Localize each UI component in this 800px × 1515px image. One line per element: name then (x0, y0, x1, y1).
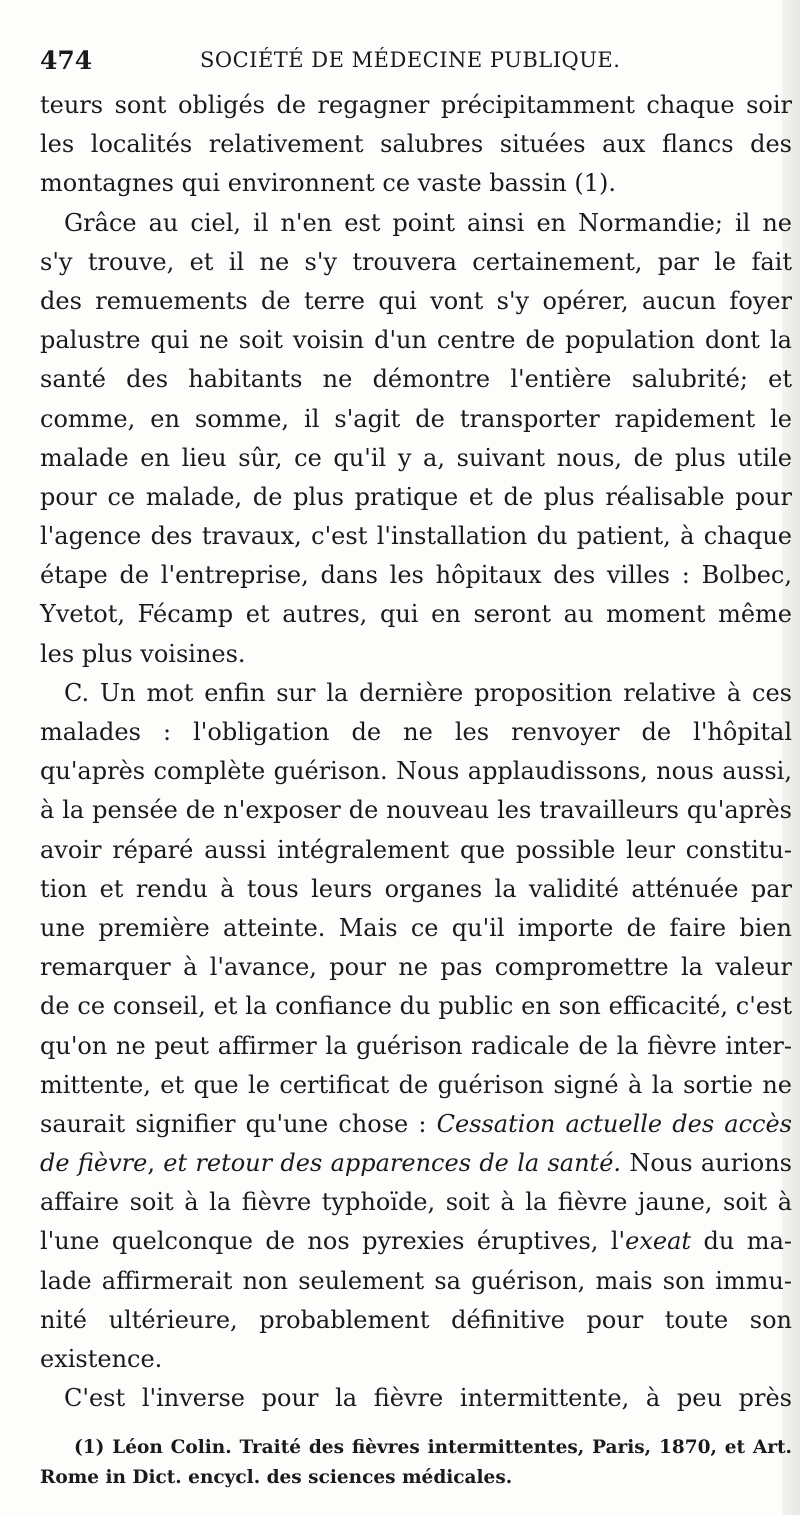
footnote-line: (1) Léon Colin. Traité des fièvres intermittentes, Paris, 1870, et Art. (74, 1437, 792, 1458)
text-line: montagnes qui environnent ce vaste bassin (1). (40, 169, 616, 198)
italic-run: Cessation actuelle des accès (436, 1109, 792, 1138)
text-line (40, 1222, 792, 1261)
text-line: affaire soit à la fièvre typhoïde, soit à la fièvre jaune, soit à (40, 1188, 792, 1217)
text-run: , (147, 1149, 164, 1178)
text-line (40, 1105, 792, 1144)
text-run: du ma- (691, 1227, 792, 1256)
text-line: s'y trouve, et il ne s'y trouvera certainement, par le fait (40, 247, 792, 276)
text-run: Nous aurions (621, 1149, 792, 1178)
text-line: tion et rendu à tous leurs organes la validité atténuée par (40, 874, 792, 903)
text-line: nité ultérieure, probablement définitive pour toute son (40, 1305, 792, 1334)
text-line: santé des habitants ne démontre l'entière salubrité; et (40, 365, 792, 394)
text-line: les localités relativement salubres situées aux flancs des (40, 130, 792, 159)
text-line: teurs sont obligés de regagner précipitamment chaque soir (40, 91, 792, 119)
page-header (40, 46, 780, 76)
text-line: existence. (40, 1345, 163, 1373)
text-line: comme, en somme, il s'agit de transporter rapidement le (40, 404, 792, 433)
text-line: des remuements de terre qui vont s'y opérer, aucun foyer (40, 286, 792, 315)
text-line: l'agence des travaux, c'est l'installation du patient, à chaque (40, 522, 792, 551)
text-line: malade en lieu sûr, ce qu'il y a, suivant nous, de plus utile (40, 443, 792, 472)
footnotes (40, 1433, 792, 1493)
text-line: C'est l'inverse pour la fièvre intermittente, à peu près (64, 1384, 792, 1413)
text-line: remarquer à l'avance, pour ne pas compromettre la valeur (40, 953, 792, 982)
text-run: l'une quelconque de nos pyrexies éruptives, l' (40, 1227, 626, 1256)
text-line: à la pensée de n'exposer de nouveau les travailleurs qu'après (40, 796, 792, 825)
text-run: saurait signifier qu'une chose : (40, 1109, 437, 1138)
body-text (40, 86, 792, 1418)
text-line: étape de l'entreprise, dans les hôpitaux des villes : Bolbec, (40, 561, 792, 590)
text-line: malades : l'obligation de ne les renvoyer de l'hôpital (40, 718, 792, 746)
text-line: qu'après complète guérison. Nous applaudissons, nous aussi, (40, 757, 792, 786)
italic-run: exeat (625, 1227, 692, 1256)
page-number: 474 (40, 46, 93, 75)
text-line: mittente, et que le certificat de guérison signé à la sortie ne (40, 1070, 792, 1099)
text-line: lade affirmerait non seulement sa guérison, mais son immu- (40, 1266, 792, 1295)
text-line: les plus voisines. (40, 639, 246, 668)
italic-run: et retour des apparences de la santé. (163, 1149, 622, 1178)
text-line: palustre qui ne soit voisin d'un centre de population dont la (40, 326, 792, 355)
running-head: SOCIÉTÉ DE MÉDECINE PUBLIQUE. (200, 48, 621, 72)
text-line (40, 1144, 792, 1183)
footnote-line: Rome in Dict. encycl. des sciences médicales. (40, 1467, 513, 1488)
text-line: une première atteinte. Mais ce qu'il importe de faire bien (40, 913, 792, 942)
text-line: Yvetot, Fécamp et autres, qui en seront au moment même (40, 600, 792, 629)
text-line: qu'on ne peut affirmer la guérison radicale de la fièvre inter- (40, 1031, 792, 1060)
text-line: C. Un mot enfin sur la dernière proposition relative à ces (64, 678, 792, 707)
italic-run: de fièvre (40, 1149, 148, 1178)
text-line: Grâce au ciel, il n'en est point ainsi en Normandie; il ne (64, 208, 792, 237)
text-line: de ce conseil, et la confiance du public en son efficacité, c'est (40, 992, 792, 1021)
text-line: avoir réparé aussi intégralement que possible leur constitu- (40, 835, 792, 864)
text-line: pour ce malade, de plus pratique et de plus réalisable pour (40, 482, 792, 511)
